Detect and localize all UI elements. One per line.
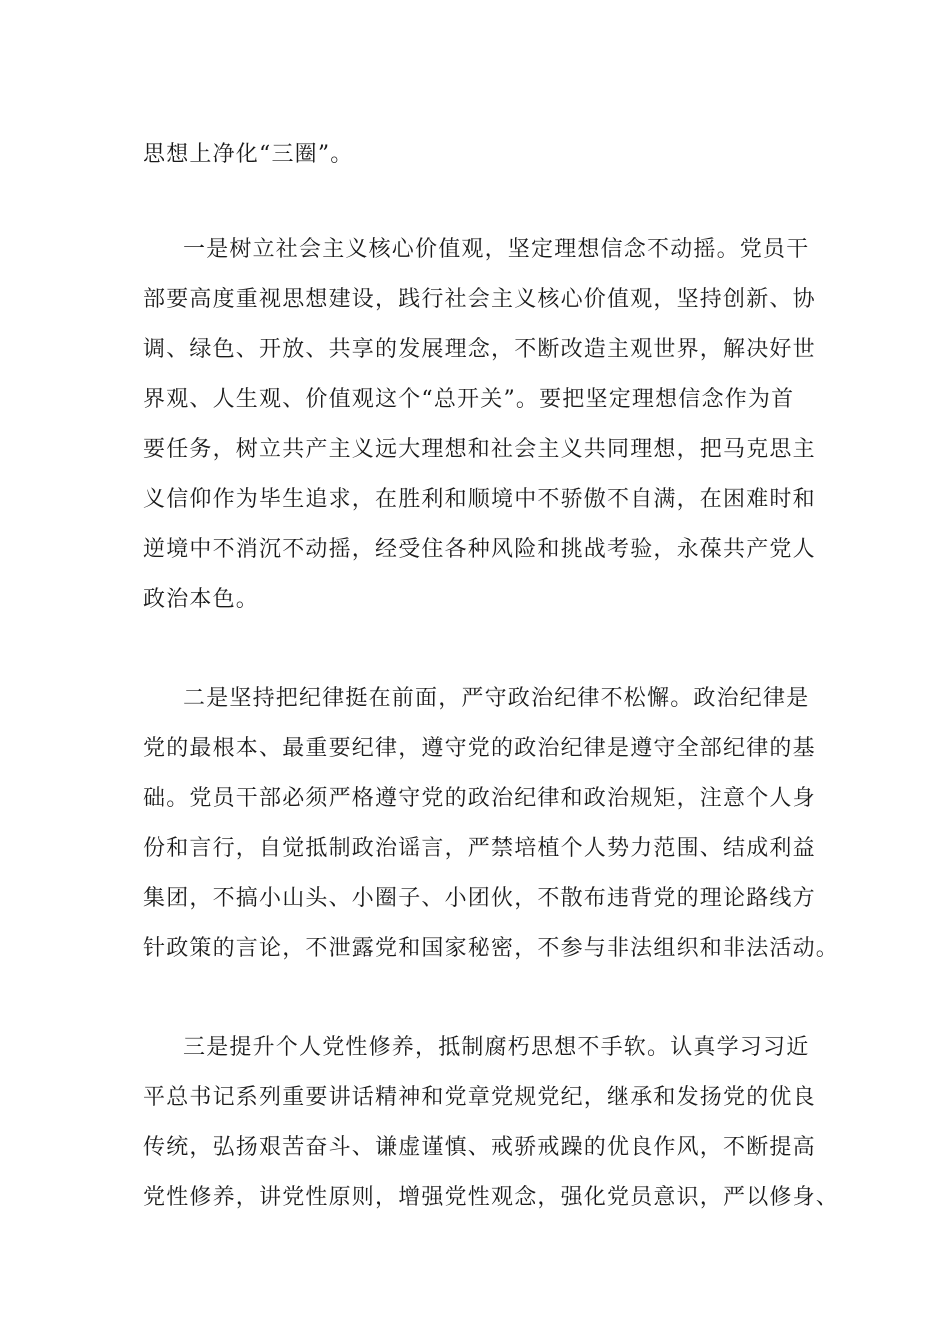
text-line: 部要高度重视思想建设，践行社会主义核心价值观，坚持创新、协 xyxy=(143,287,816,312)
paragraph-point-one xyxy=(143,225,823,625)
text-line: 二是坚持把纪律挺在前面，严守政治纪律不松懈。政治纪律是 xyxy=(183,686,810,711)
text-line: 义信仰作为毕生追求，在胜利和顺境中不骄傲不自满，在困难时和 xyxy=(143,487,816,512)
text-line: 政治本色。 xyxy=(143,587,260,612)
text-line: 思想上净化“三圈”。 xyxy=(143,142,354,167)
text-line: 一是树立社会主义核心价值观，坚定理想信念不动摇。党员干 xyxy=(183,237,810,262)
paragraph-intro-tail xyxy=(143,130,823,180)
text-line: 逆境中不消沉不动摇，经受住各种风险和挑战考验，永葆共产党人 xyxy=(143,537,816,562)
text-line: 三是提升个人党性修养，抵制腐朽思想不手软。认真学习习近 xyxy=(183,1035,810,1060)
text-line: 调、绿色、开放、共享的发展理念，不断改造主观世界，解决好世 xyxy=(143,337,816,362)
text-line: 集团，不搞小山头、小圈子、小团伙，不散布违背党的理论路线方 xyxy=(143,886,816,911)
paragraph-point-two xyxy=(143,674,840,974)
text-line: 传统，弘扬艰苦奋斗、谦虚谨慎、戒骄戒躁的优良作风，不断提高 xyxy=(143,1135,816,1160)
paragraph-point-three xyxy=(143,1023,840,1223)
text-line: 要任务，树立共产主义远大理想和社会主义共同理想，把马克思主 xyxy=(143,437,816,462)
text-line: 界观、人生观、价值观这个“总开关”。要把坚定理想信念作为首 xyxy=(143,387,795,412)
text-line: 份和言行，自觉抵制政治谣言，严禁培植个人势力范围、结成利益 xyxy=(143,836,816,861)
text-line: 础。党员干部必须严格遵守党的政治纪律和政治规矩，注意个人身 xyxy=(143,786,816,811)
text-line: 针政策的言论，不泄露党和国家秘密，不参与非法组织和非法活动。 xyxy=(143,936,840,961)
text-line: 平总书记系列重要讲话精神和党章党规党纪，继承和发扬党的优良 xyxy=(143,1085,816,1110)
text-line: 党的最根本、最重要纪律，遵守党的政治纪律是遵守全部纪律的基 xyxy=(143,736,816,761)
text-line: 党性修养，讲党性原则，增强党性观念，强化党员意识，严以修身、 xyxy=(143,1185,840,1210)
